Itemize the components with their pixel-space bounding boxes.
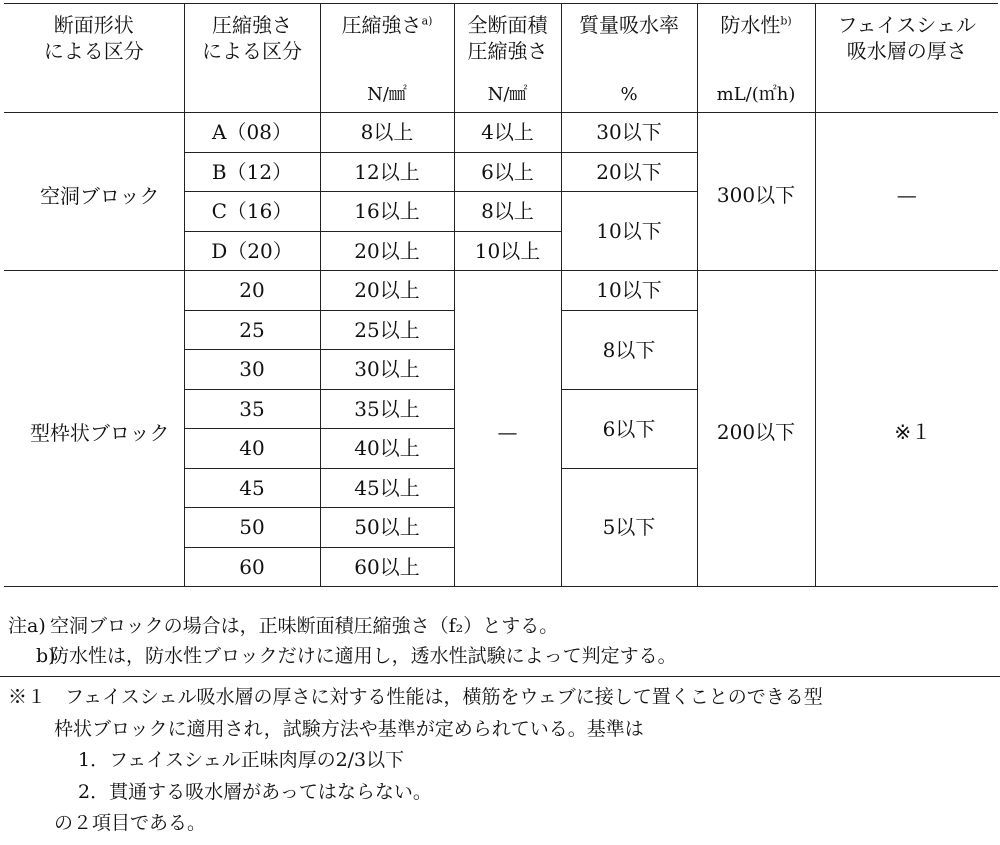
full-strength-cell: 4以上 [454,113,561,153]
header-water-absorption: 質量吸水率 % [561,4,697,113]
strength-cell: 20以上 [320,271,454,311]
strength-cell: 50以上 [320,508,454,548]
unit-full-strength: N/㎟ [487,84,528,105]
footnote-line: 枠状ブロックに適用され，試験方法や基準が定められている。基準は [54,717,644,740]
header-strength-class: 圧縮強さ による区分 [184,4,320,113]
face-shell-cell: — [815,113,998,271]
unit-absorption: % [620,84,638,105]
unit-waterproof: mL/(㎡h) [716,84,796,105]
strength-cell: 30以上 [320,350,454,390]
strength-cell: 40以上 [320,429,454,469]
footnote-item: 1．フェイスシェル正味肉厚の2/3以下 [78,749,405,771]
block-spec-table [4,3,998,587]
absorption-cell: 8以下 [561,310,697,389]
class-cell: 60 [184,547,320,587]
header-face-shell: フェイスシェル 吸水層の厚さ [815,4,998,113]
face-shell-cell: ※１ [815,271,998,587]
absorption-cell: 30以下 [561,113,697,153]
class-cell: 45 [184,468,320,508]
header-waterproof: 防水性$^{b)}$ mL/(㎡h) [697,4,815,113]
full-strength-cell: — [454,271,561,587]
strength-cell: 60以上 [320,547,454,587]
strength-cell: 8以上 [320,113,454,153]
full-strength-cell: 6以上 [454,152,561,192]
absorption-cell: 6以下 [561,389,697,468]
class-cell: 35 [184,389,320,429]
class-cell: 20 [184,271,320,311]
note-b-text: 防水性は，防水性ブロックだけに適用し，透水性試験によって判定する。 [50,645,677,667]
footnote-1 [8,682,998,840]
class-cell: 30 [184,350,320,390]
strength-cell: 25以上 [320,310,454,350]
strength-cell: 35以上 [320,389,454,429]
strength-cell: 16以上 [320,192,454,232]
strength-cell: 45以上 [320,468,454,508]
absorption-cell: 10以下 [561,192,697,271]
class-cell: A（08） [184,113,320,153]
strength-cell: 12以上 [320,152,454,192]
absorption-cell: 20以下 [561,152,697,192]
footnote-line: ※１ フェイスシェル吸水層の厚さに対する性能は，横筋をウェブに接して置くことのできる型 [8,686,823,708]
waterproof-cell: 300以下 [697,113,815,271]
class-cell: C（16） [184,192,320,232]
header-compressive-strength: 圧縮強さ$^{a)}$ N/㎟ [320,4,454,113]
strength-cell: 20以上 [320,231,454,271]
class-cell: 25 [184,310,320,350]
note-a-text: 空洞ブロックの場合は，正味断面積圧縮強さ（f₂）とする。 [50,615,559,637]
shape-hollow: 空洞ブロック [4,113,184,271]
table-row [4,113,998,153]
footnote-item: 2．貫通する吸水層があってはならない。 [78,780,432,803]
note-a [8,611,993,641]
shape-formwork: 型枠状ブロック [4,271,184,587]
note-a-mark: 注a) [8,615,46,637]
absorption-cell: 10以下 [561,271,697,311]
class-cell: D（20） [184,231,320,271]
header-row [4,4,998,113]
table-notes [8,611,993,671]
class-cell: 50 [184,508,320,548]
class-cell: B（12） [184,152,320,192]
footnote-line: の２項目である。 [54,812,207,834]
unit-strength: N/㎟ [367,84,407,105]
full-strength-cell: 10以上 [454,231,561,271]
class-cell: 40 [184,429,320,469]
waterproof-cell: 200以下 [697,271,815,587]
header-shape: 断面形状 による区分 [4,4,184,113]
table-row [4,271,998,311]
note-b-mark: b) [36,645,56,667]
note-b [8,641,993,671]
divider [0,676,1000,677]
full-strength-cell: 8以上 [454,192,561,232]
header-full-section-strength: 全断面積 圧縮強さ N/㎟ [454,4,561,113]
absorption-cell: 5以下 [561,468,697,587]
